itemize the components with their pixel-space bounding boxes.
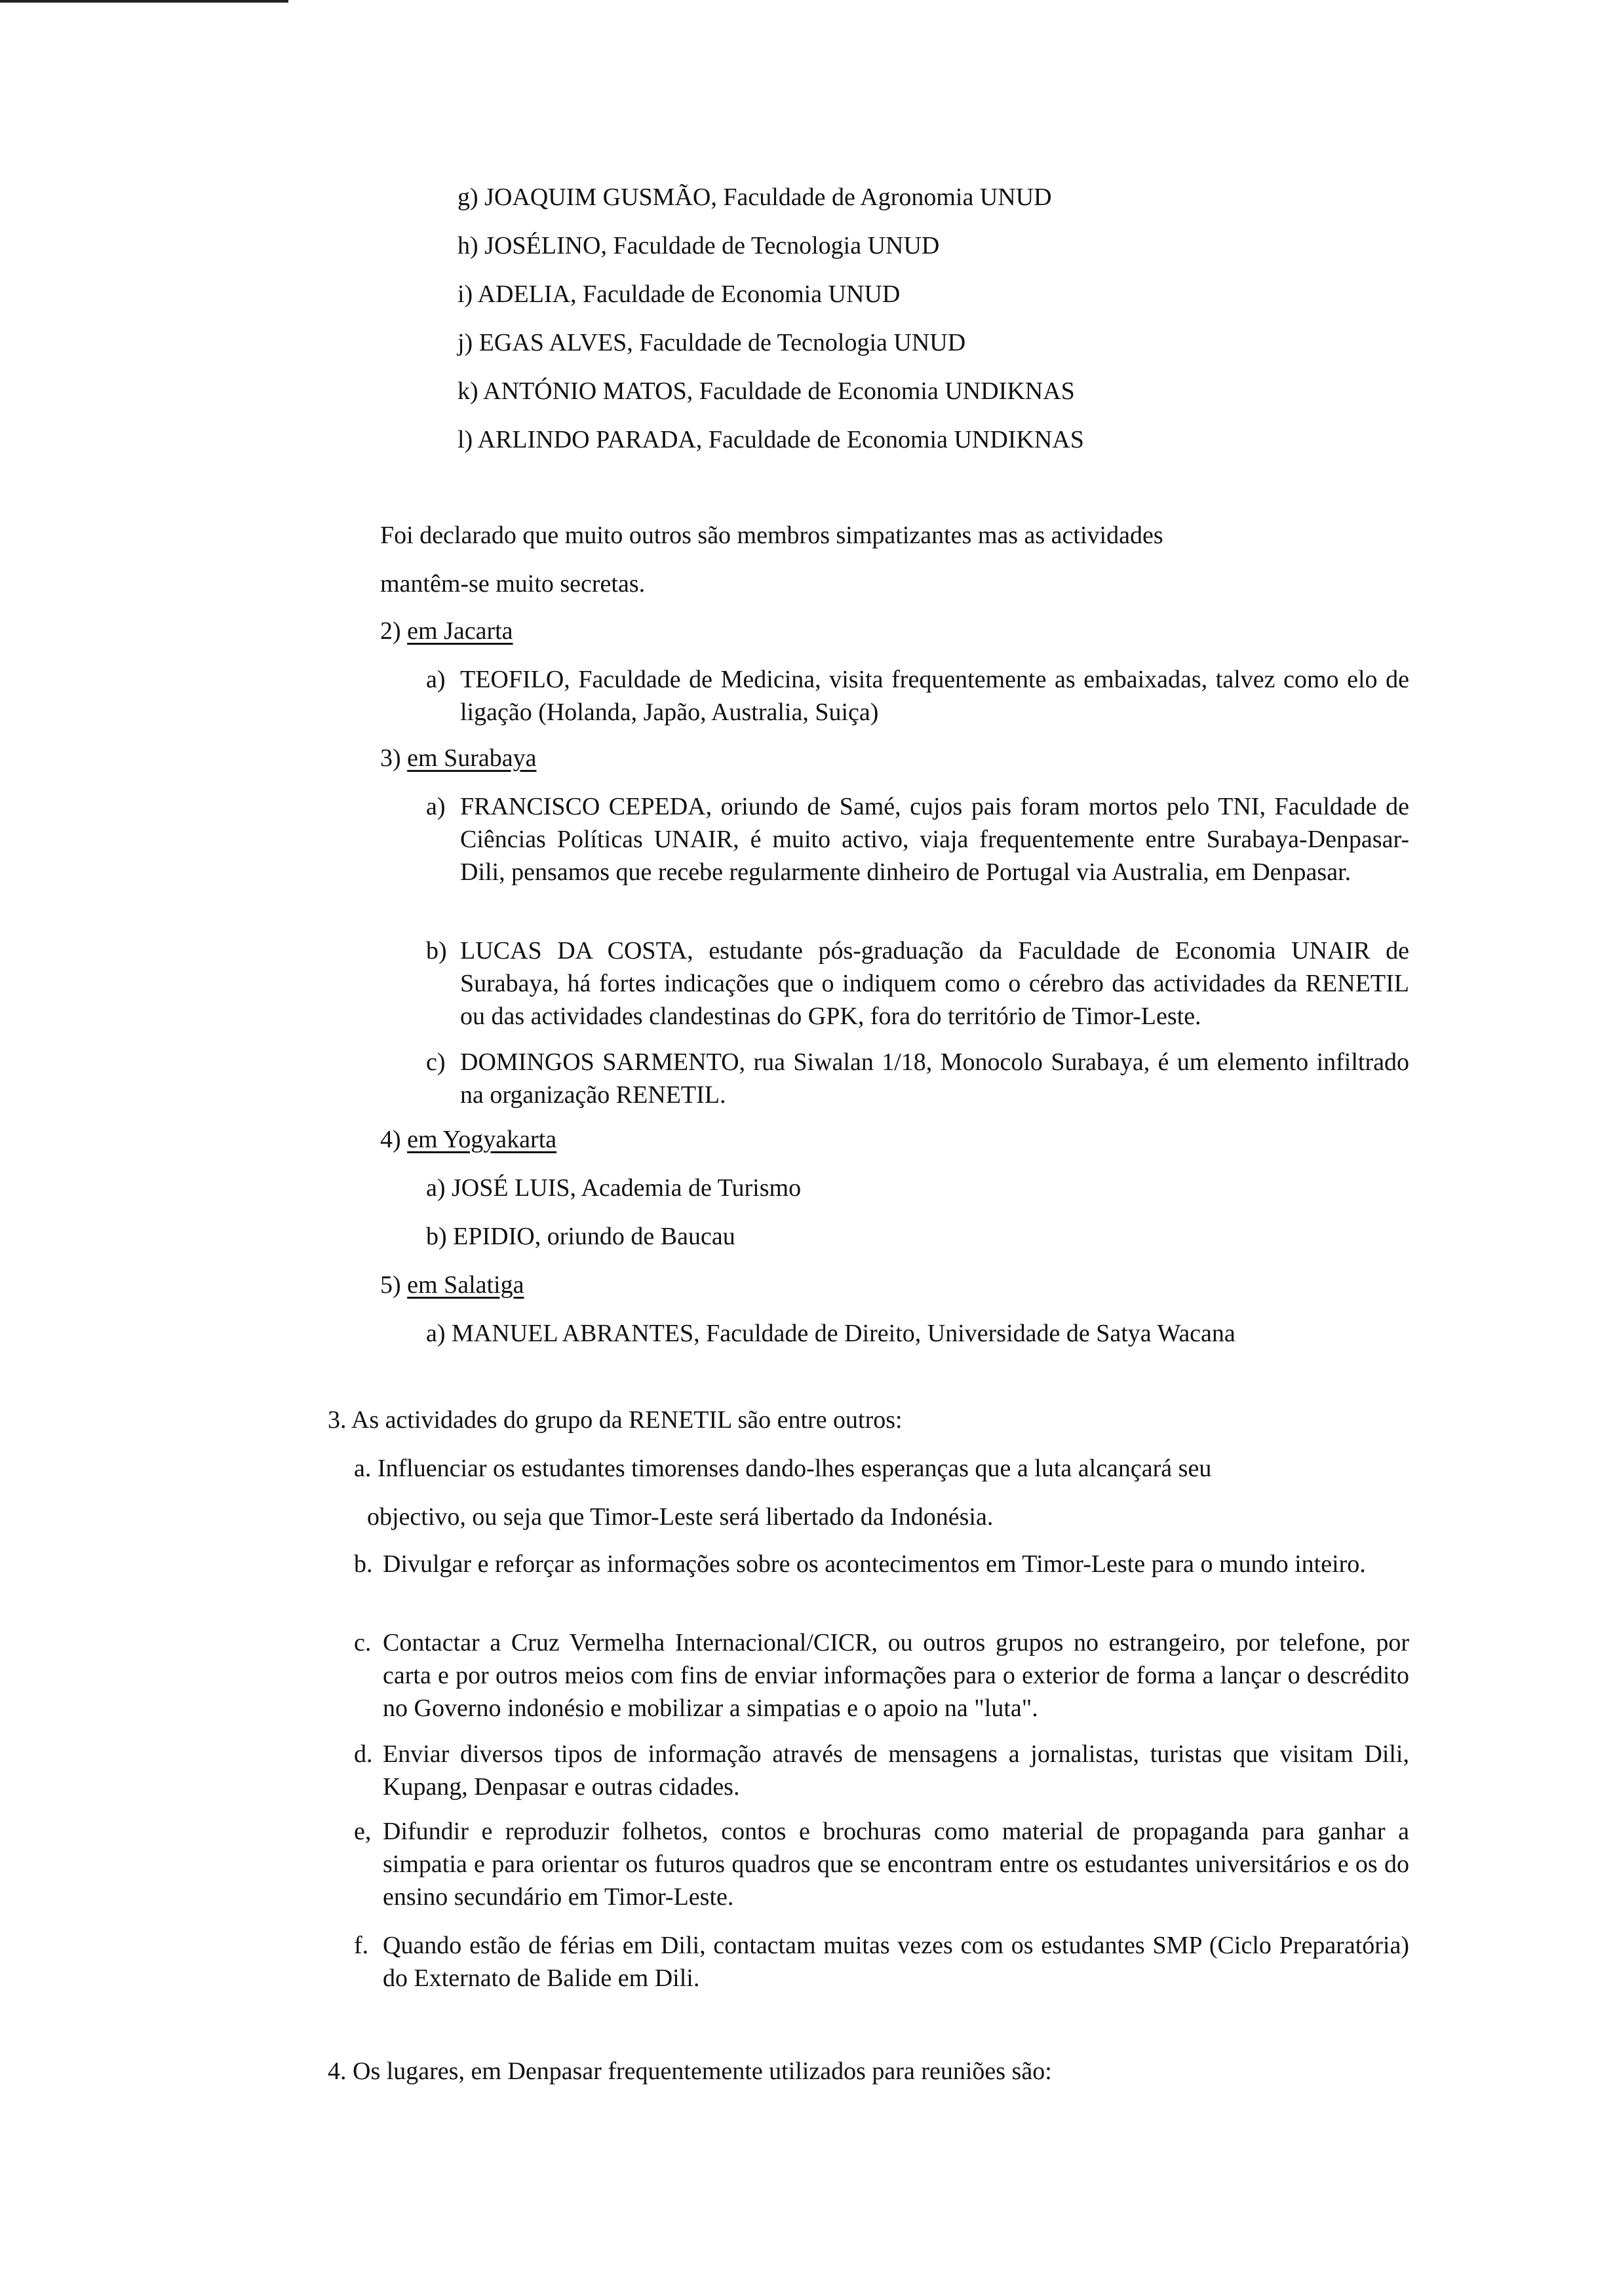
list-item: j) EGAS ALVES, Faculdade de Tecnologia UNUD (457, 329, 966, 356)
item-text: Difundir e reproduzir folhetos, contos e brochuras como material de propaganda para ganhar a simpatia e para orientar os futuros quadros que se encontram entre os estudantes universitários e os do ensino secundário em Timor-Leste. (383, 1818, 1409, 1911)
section3-heading: 3. As actividades do grupo da RENETIL são entre outros: (328, 1406, 903, 1434)
section4-heading: 4. Os lugares, em Denpasar frequentemente utilizados para reuniões são: (328, 2057, 1052, 2085)
section3-item-b (354, 1548, 1409, 1580)
item-label: e, (354, 1818, 372, 1845)
yogyakarta-place: em Yogyakarta (407, 1126, 557, 1153)
declared-line-1: Foi declarado que muito outros são membros simpatizantes mas as actividades (380, 522, 1163, 549)
section3-item-a-line1: a. Influenciar os estudantes timorenses dando-lhes esperanças que a luta alcançará seu (354, 1455, 1212, 1482)
item-label: c. (354, 1629, 372, 1656)
scan-edge-mark (0, 0, 288, 3)
declared-line-2: mantêm-se muito secretas. (380, 570, 646, 598)
surabaya-item-b (426, 934, 1409, 1033)
salatiga-place: em Salatiga (407, 1271, 524, 1299)
item-text: Divulgar e reforçar as informações sobre os acontecimentos em Timor-Leste para o mundo inteiro. (383, 1550, 1366, 1578)
yogyakarta-number: 4) (380, 1126, 401, 1153)
item-text: LUCAS DA COSTA, estudante pós-graduação da Faculdade de Economia UNAIR de Surabaya, há fortes indicações que o indiquem como o cérebro das actividades da RENETIL ou das actividades clandestinas do GPK, fora do território de Timor-Leste. (460, 937, 1409, 1030)
item-label: b) (426, 937, 447, 965)
salatiga-heading (380, 1269, 524, 1301)
list-item: k) ANTÓNIO MATOS, Faculdade de Economia UNDIKNAS (457, 377, 1075, 405)
item-text: Quando estão de férias em Dili, contactam muitas vezes com os estudantes SMP (Ciclo Preparatória) do Externato de Balide em Dili. (383, 1932, 1409, 1992)
surabaya-item-a (426, 790, 1409, 889)
item-label: f. (354, 1932, 369, 1959)
salatiga-item-a: a) MANUEL ABRANTES, Faculdade de Direito, Universidade de Satya Wacana (426, 1320, 1236, 1347)
jacarta-number: 2) (380, 617, 401, 645)
item-text: FRANCISCO CEPEDA, oriundo de Samé, cujos pais foram mortos pelo TNI, Faculdade de Ciências Políticas UNAIR, é muito activo, viaja frequentemente entre Surabaya-Denpasar-Dili, pensamos que recebe regularmente dinheiro de Portugal via Australia, em Denpasar. (460, 793, 1409, 886)
list-g-l (457, 181, 1084, 472)
list-item: i) ADELIA, Faculdade de Economia UNUD (457, 280, 901, 308)
list-item: l) ARLINDO PARADA, Faculdade de Economia UNDIKNAS (457, 426, 1084, 453)
item-label: b. (354, 1550, 373, 1578)
salatiga-number: 5) (380, 1271, 401, 1299)
item-text: TEOFILO, Faculdade de Medicina, visita frequentemente as embaixadas, talvez como elo de ligação (Holanda, Japão, Australia, Suiça) (460, 666, 1409, 726)
item-label: d. (354, 1740, 373, 1768)
section3-item-a-line2: objectivo, ou seja que Timor-Leste será libertado da Indonésia. (367, 1503, 994, 1531)
item-text: Enviar diversos tipos de informação através de mensagens a jornalistas, turistas que visitam Dili, Kupang, Denpasar e outras cidades. (383, 1740, 1409, 1801)
surabaya-place: em Surabaya (407, 744, 537, 772)
section3-item-e (354, 1815, 1409, 1913)
surabaya-heading (380, 742, 536, 775)
list-item: g) JOAQUIM GUSMÃO, Faculdade de Agronomia UNUD (457, 183, 1052, 211)
jacarta-place: em Jacarta (407, 617, 513, 645)
yogyakarta-item-a: a) JOSÉ LUIS, Academia de Turismo (426, 1174, 802, 1202)
jacarta-item-a (426, 663, 1409, 729)
jacarta-heading (380, 615, 513, 647)
list-item: h) JOSÉLINO, Faculdade de Tecnologia UNUD (457, 232, 940, 259)
surabaya-number: 3) (380, 744, 401, 772)
item-text: Contactar a Cruz Vermelha Internacional/CICR, ou outros grupos no estrangeiro, por telefone, por carta e por outros meios com fins de enviar informações para o exterior de forma a lançar o descrédito no Governo indonésio e mobilizar a simpatias e o apoio na "luta". (383, 1629, 1409, 1722)
section3-item-d (354, 1738, 1409, 1803)
item-text: DOMINGOS SARMENTO, rua Siwalan 1/18, Monocolo Surabaya, é um elemento infiltrado na organização RENETIL. (460, 1048, 1409, 1109)
section3-item-c (354, 1626, 1409, 1725)
section3-item-f (354, 1929, 1409, 1995)
surabaya-item-c (426, 1046, 1409, 1111)
item-label: a) (426, 666, 446, 693)
yogyakarta-heading (380, 1123, 556, 1156)
yogyakarta-item-b: b) EPIDIO, oriundo de Baucau (426, 1223, 735, 1250)
item-label: a) (426, 793, 446, 820)
item-label: c) (426, 1048, 446, 1076)
